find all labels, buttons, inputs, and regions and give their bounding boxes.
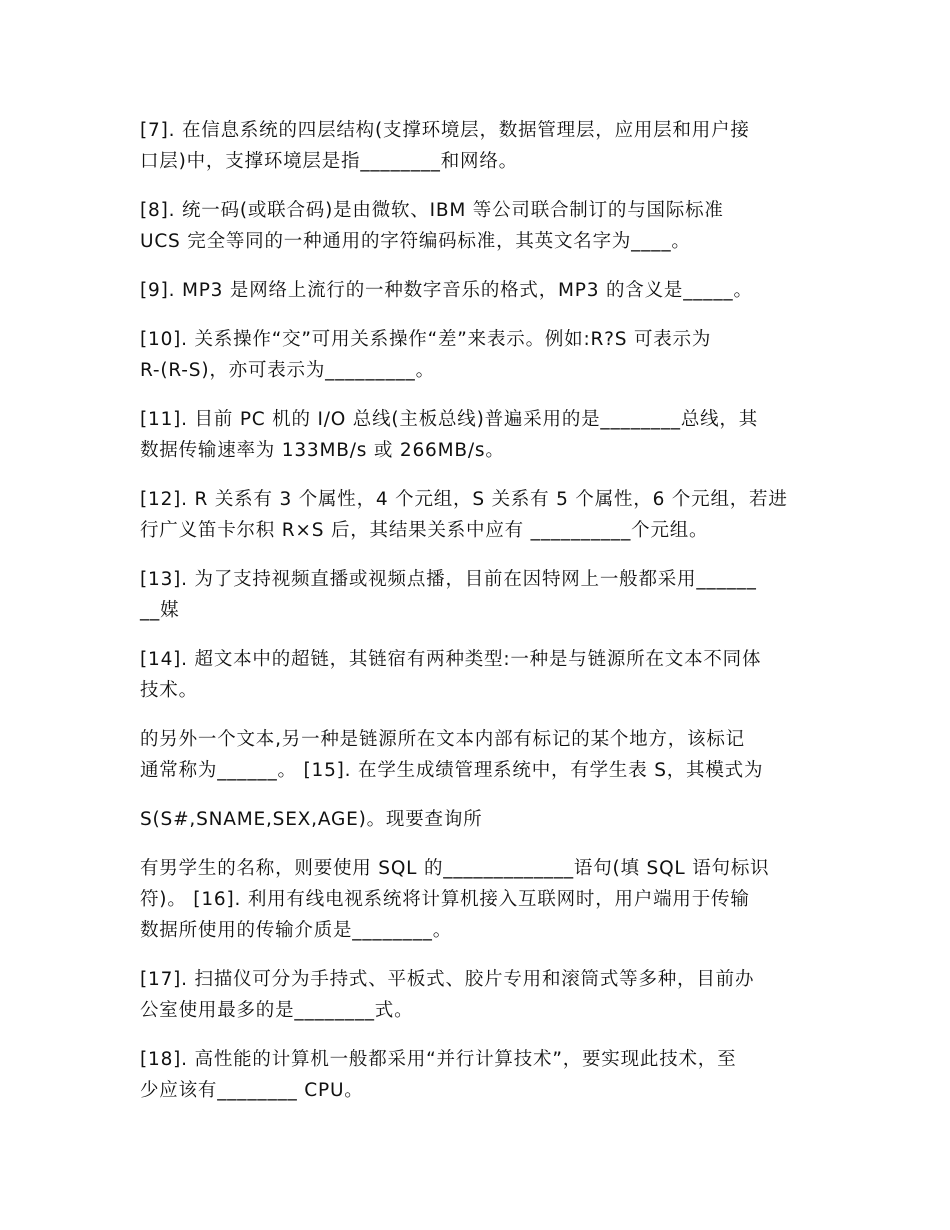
text-line: 数据所使用的传输介质是________。 <box>140 920 453 941</box>
question-15-continued <box>140 853 812 946</box>
question-15-schema <box>140 804 812 835</box>
text-line: [18]. 高性能的计算机一般都采用“并行计算技术”，要实现此技术，至 <box>140 1049 737 1070</box>
text-line: 公室使用最多的是________式。 <box>140 1000 414 1021</box>
text-line: [12]. R 关系有 3 个属性，4 个元组，S 关系有 5 个属性，6 个元组，若进 <box>140 489 788 510</box>
question-17 <box>140 964 812 1026</box>
question-11 <box>140 404 812 466</box>
text-line: [13]. 为了支持视频直播或视频点播，目前在因特网上一般都采用______ <box>140 569 757 590</box>
text-line: 有男学生的名称，则要使用 SQL 的_____________语句(填 SQL 语句标识 <box>140 858 770 879</box>
text-line: 口层)中，支撑环境层是指________和网络。 <box>140 151 518 172</box>
text-line: 技术。 <box>140 680 198 701</box>
question-13 <box>140 564 812 626</box>
question-8 <box>140 195 812 257</box>
question-10 <box>140 324 812 386</box>
text-line: 通常称为______。 [15]. 在学生成绩管理系统中，有学生表 S，其模式为 <box>140 760 764 781</box>
question-12 <box>140 484 812 546</box>
text-line: 行广义笛卡尔积 R×S 后，其结果关系中应有 __________个元组。 <box>140 520 709 541</box>
text-line: 数据传输速率为 133MB/s 或 266MB/s。 <box>140 440 505 461</box>
text-line: __媒 <box>140 600 180 621</box>
text-line: [14]. 超文本中的超链，其链宿有两种类型:一种是与链源所在文本不同体 <box>140 649 762 670</box>
question-14-continued <box>140 724 812 786</box>
text-line: [17]. 扫描仪可分为手持式、平板式、胶片专用和滚筒式等多种，目前办 <box>140 969 755 990</box>
question-14 <box>140 644 812 706</box>
text-line: [10]. 关系操作“交”可用关系操作“差”来表示。例如:R?S 可表示为 <box>140 329 712 350</box>
text-line: S(S#,SNAME,SEX,AGE)。现要查询所 <box>140 809 483 830</box>
text-line: 的另外一个文本,另一种是链源所在文本内部有标记的某个地方，该标记 <box>140 729 745 750</box>
text-line: UCS 完全等同的一种通用的字符编码标准，其英文名字为____。 <box>140 231 691 252</box>
text-line: [9]. MP3 是网络上流行的一种数字音乐的格式，MP3 的含义是_____。 <box>140 280 753 301</box>
question-7 <box>140 115 812 177</box>
text-line: R-(R-S)，亦可表示为_________。 <box>140 360 435 381</box>
document-body <box>140 115 812 1124</box>
text-line: 少应该有________ CPU。 <box>140 1080 364 1101</box>
text-line: [8]. 统一码(或联合码)是由微软、IBM 等公司联合制订的与国际标准 <box>140 200 724 221</box>
text-line: [11]. 目前 PC 机的 I/O 总线(主板总线)普遍采用的是________总线，其 <box>140 409 759 430</box>
text-line: [7]. 在信息系统的四层结构(支撑环境层，数据管理层，应用层和用户接 <box>140 120 750 141</box>
question-18 <box>140 1044 812 1106</box>
question-9 <box>140 275 812 306</box>
text-line: 符)。 [16]. 利用有线电视系统将计算机接入互联网时，用户端用于传输 <box>140 889 750 910</box>
